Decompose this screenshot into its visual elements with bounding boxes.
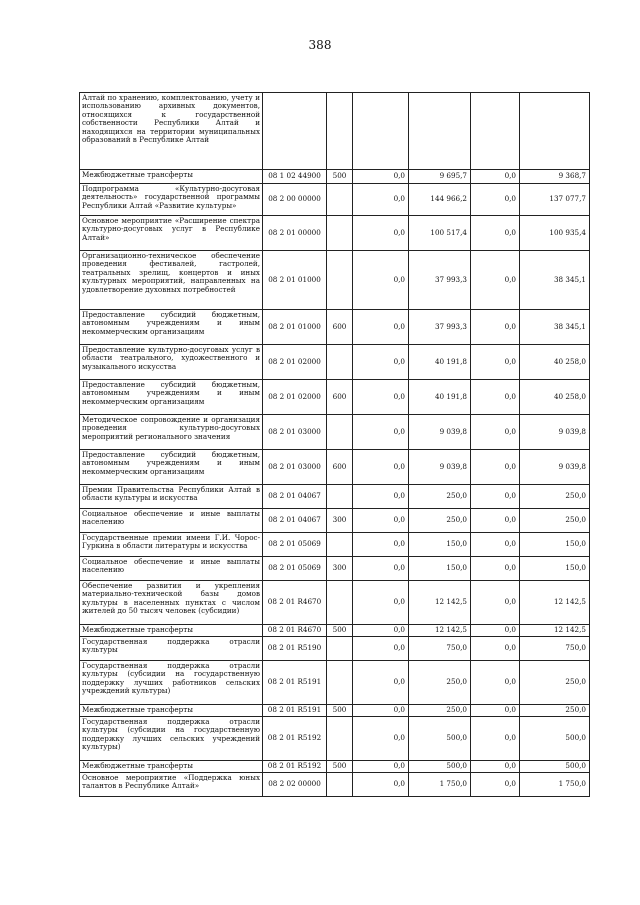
row-value-4: 250,0 [520,485,590,509]
row-value-4: 38 345,1 [520,251,590,310]
row-expense-type [327,184,353,216]
row-name: Обеспечение развития и укрепления материально-технической базы домов культуры в населенных пунктах с числом жителей до 50 тысяч человек (субсидии) [80,581,263,625]
row-value-1: 0,0 [353,773,409,797]
row-value-2: 250,0 [409,661,471,705]
row-value-4: 12 142,5 [520,625,590,637]
row-expense-type [327,485,353,509]
table-row [80,557,590,581]
row-code: 08 1 02 44900 [263,170,327,184]
row-value-2: 9 695,7 [409,170,471,184]
row-value-2: 500,0 [409,717,471,761]
row-value-3: 0,0 [471,184,520,216]
row-value-2: 144 966,2 [409,184,471,216]
table-row [80,637,590,661]
row-code: 08 2 01 R5192 [263,761,327,773]
row-value-2: 1 750,0 [409,773,471,797]
row-expense-type: 500 [327,170,353,184]
row-expense-type [327,345,353,380]
row-value-4: 250,0 [520,661,590,705]
row-name: Предоставление культурно-досуговых услуг в области театрального, художественного и музыкального искусства [80,345,263,380]
row-name: Премии Правительства Республики Алтай в области культуры и искусства [80,485,263,509]
table-row [80,509,590,533]
row-value-4: 9 368,7 [520,170,590,184]
row-name: Государственные премии имени Г.И. Чорос-Гуркина в области литературы и искусства [80,533,263,557]
table-row [80,184,590,216]
row-value-2: 100 517,4 [409,216,471,251]
row-name: Государственная поддержка отрасли культуры (субсидии на государственную поддержку лучших сельских учреждений культуры) [80,717,263,761]
row-value-4: 500,0 [520,717,590,761]
row-name: Организационно-техническое обеспечение проведения фестивалей, гастролей, театральных зрелищ, концертов и иных культурных мероприятий, направленных на удовлетворение духовных потребностей [80,251,263,310]
row-expense-type [327,581,353,625]
row-value-3: 0,0 [471,533,520,557]
row-value-2: 150,0 [409,533,471,557]
row-name: Социальное обеспечение и иные выплаты населению [80,557,263,581]
row-code: 08 2 01 03000 [263,415,327,450]
row-expense-type [327,717,353,761]
row-expense-type [327,415,353,450]
row-value-2: 9 039,8 [409,415,471,450]
row-value-2: 250,0 [409,485,471,509]
row-expense-type: 600 [327,380,353,415]
row-value-3: 0,0 [471,485,520,509]
row-value-1: 0,0 [353,450,409,485]
page-number: 388 [308,38,332,52]
row-value-4: 150,0 [520,533,590,557]
row-name: Предоставление субсидий бюджетным, автономным учреждениям и иным некоммерческим организациям [80,310,263,345]
row-code: 08 2 01 R4670 [263,581,327,625]
row-expense-type [327,533,353,557]
row-value-3: 0,0 [471,773,520,797]
row-value-1: 0,0 [353,509,409,533]
row-value-1: 0,0 [353,216,409,251]
row-expense-type: 300 [327,557,353,581]
row-name: Подпрограмма «Культурно-досуговая деятельность» государственной программы Республики Алтай «Развитие культуры» [80,184,263,216]
row-code: 08 2 00 00000 [263,184,327,216]
row-expense-type [327,661,353,705]
row-value-3: 0,0 [471,450,520,485]
row-value-3: 0,0 [471,661,520,705]
table-row [80,216,590,251]
row-value-1: 0,0 [353,761,409,773]
table-row [80,625,590,637]
row-value-2: 12 142,5 [409,581,471,625]
budget-table [79,92,590,797]
row-name: Основное мероприятие «Поддержка юных талантов в Республике Алтай» [80,773,263,797]
table-row [80,773,590,797]
row-value-4: 12 142,5 [520,581,590,625]
row-value-4: 100 935,4 [520,216,590,251]
row-name: Государственная поддержка отрасли культуры [80,637,263,661]
row-value-3: 0,0 [471,345,520,380]
row-code: 08 2 01 R5190 [263,637,327,661]
row-value-2: 250,0 [409,705,471,717]
row-value-3: 0,0 [471,415,520,450]
table-row [80,380,590,415]
row-name: Межбюджетные трансферты [80,705,263,717]
row-name: Основное мероприятие «Расширение спектра культурно-досуговых услуг в Республике Алтай» [80,216,263,251]
row-value-1: 0,0 [353,485,409,509]
row-value-4: 40 258,0 [520,380,590,415]
row-value-2: 40 191,8 [409,380,471,415]
row-expense-type: 600 [327,450,353,485]
table-row [80,581,590,625]
row-value-3: 0,0 [471,170,520,184]
row-expense-type: 500 [327,761,353,773]
row-value-2: 9 039,8 [409,450,471,485]
row-code: 08 2 01 00000 [263,216,327,251]
row-expense-type [327,251,353,310]
row-code: 08 2 01 04067 [263,509,327,533]
table-row [80,170,590,184]
row-value-4: 150,0 [520,557,590,581]
row-name: Межбюджетные трансферты [80,170,263,184]
row-code: 08 2 01 02000 [263,345,327,380]
row-value-4: 250,0 [520,509,590,533]
row-code [263,93,327,170]
row-value-2: 150,0 [409,557,471,581]
row-value-3: 0,0 [471,717,520,761]
row-name: Предоставление субсидий бюджетным, автономным учреждениям и иным некоммерческим организациям [80,380,263,415]
table-body [80,93,590,797]
row-expense-type: 500 [327,705,353,717]
row-value-1: 0,0 [353,557,409,581]
row-value-4: 750,0 [520,637,590,661]
row-value-1 [353,93,409,170]
row-expense-type: 300 [327,509,353,533]
row-name: Алтай по хранению, комплектованию, учету и использованию архивных документов, относящихся к государственной собственности Республики Алтай и находящихся на территории муниципальных образований в Республике Алтай [80,93,263,170]
table-row [80,310,590,345]
row-value-1: 0,0 [353,533,409,557]
row-value-3: 0,0 [471,637,520,661]
row-value-4: 38 345,1 [520,310,590,345]
table-row [80,450,590,485]
row-value-4: 1 750,0 [520,773,590,797]
table-row [80,415,590,450]
row-value-3 [471,93,520,170]
row-value-1: 0,0 [353,184,409,216]
row-value-1: 0,0 [353,345,409,380]
row-value-1: 0,0 [353,415,409,450]
row-name: Социальное обеспечение и иные выплаты населению [80,509,263,533]
row-value-2: 40 191,8 [409,345,471,380]
row-value-3: 0,0 [471,625,520,637]
row-value-2: 250,0 [409,509,471,533]
row-name: Методическое сопровождение и организация проведения культурно-досуговых мероприятий регионального значения [80,415,263,450]
row-value-2 [409,93,471,170]
row-code: 08 2 01 02000 [263,380,327,415]
row-code: 08 2 01 04067 [263,485,327,509]
row-value-2: 500,0 [409,761,471,773]
row-value-4: 250,0 [520,705,590,717]
row-expense-type [327,773,353,797]
row-value-2: 750,0 [409,637,471,661]
row-value-1: 0,0 [353,310,409,345]
table-row [80,345,590,380]
row-value-3: 0,0 [471,251,520,310]
row-value-3: 0,0 [471,761,520,773]
row-name: Предоставление субсидий бюджетным, автономным учреждениям и иным некоммерческим организациям [80,450,263,485]
table-row [80,251,590,310]
row-value-2: 37 993,3 [409,251,471,310]
row-value-1: 0,0 [353,170,409,184]
table-row [80,661,590,705]
table-row [80,533,590,557]
row-value-1: 0,0 [353,251,409,310]
row-code: 08 2 01 05069 [263,533,327,557]
row-value-3: 0,0 [471,557,520,581]
row-value-3: 0,0 [471,705,520,717]
row-code: 08 2 01 R4670 [263,625,327,637]
table-row [80,705,590,717]
row-value-2: 37 993,3 [409,310,471,345]
table-row [80,761,590,773]
row-value-3: 0,0 [471,380,520,415]
row-code: 08 2 01 01000 [263,310,327,345]
row-value-4: 500,0 [520,761,590,773]
row-value-1: 0,0 [353,637,409,661]
row-expense-type: 600 [327,310,353,345]
row-value-3: 0,0 [471,310,520,345]
row-value-1: 0,0 [353,380,409,415]
row-expense-type [327,216,353,251]
row-code: 08 2 01 R5192 [263,717,327,761]
row-code: 08 2 01 03000 [263,450,327,485]
row-value-4: 9 039,8 [520,415,590,450]
row-code: 08 2 02 00000 [263,773,327,797]
row-code: 08 2 01 01000 [263,251,327,310]
row-value-4: 40 258,0 [520,345,590,380]
row-expense-type [327,637,353,661]
row-value-4: 137 077,7 [520,184,590,216]
row-value-3: 0,0 [471,509,520,533]
row-value-1: 0,0 [353,661,409,705]
table-row [80,93,590,170]
row-value-4: 9 039,8 [520,450,590,485]
row-name: Межбюджетные трансферты [80,761,263,773]
row-code: 08 2 01 R5191 [263,705,327,717]
row-name: Государственная поддержка отрасли культуры (субсидии на государственную поддержку лучших работников сельских учреждений культуры) [80,661,263,705]
table-row [80,485,590,509]
row-value-3: 0,0 [471,581,520,625]
row-code: 08 2 01 05069 [263,557,327,581]
row-name: Межбюджетные трансферты [80,625,263,637]
row-value-3: 0,0 [471,216,520,251]
row-value-1: 0,0 [353,717,409,761]
row-expense-type: 500 [327,625,353,637]
table-row [80,717,590,761]
row-expense-type [327,93,353,170]
row-value-1: 0,0 [353,705,409,717]
row-code: 08 2 01 R5191 [263,661,327,705]
row-value-2: 12 142,5 [409,625,471,637]
row-value-1: 0,0 [353,581,409,625]
row-value-4 [520,93,590,170]
row-value-1: 0,0 [353,625,409,637]
